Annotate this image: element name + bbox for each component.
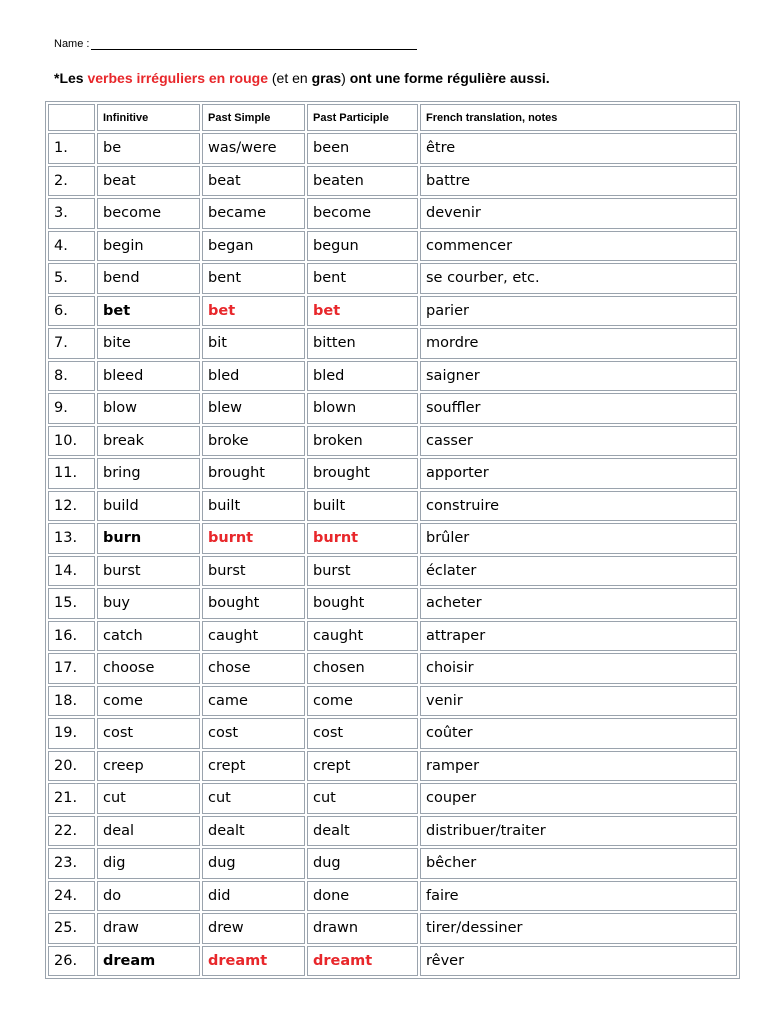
past-simple-cell: crept	[202, 751, 305, 782]
table-row	[48, 816, 737, 847]
french-translation-cell: battre	[420, 166, 737, 197]
table-header-row	[48, 104, 737, 131]
past-participle-cell: caught	[307, 621, 418, 652]
infinitive-cell: dream	[97, 946, 200, 977]
table-row	[48, 491, 737, 522]
table-row	[48, 328, 737, 359]
row-number-cell: 3.	[48, 198, 95, 229]
past-simple-cell: chose	[202, 653, 305, 684]
table-row	[48, 166, 737, 197]
infinitive-cell: creep	[97, 751, 200, 782]
table-row	[48, 426, 737, 457]
past-simple-cell: became	[202, 198, 305, 229]
table-row	[48, 458, 737, 489]
infinitive-cell: burn	[97, 523, 200, 554]
french-translation-cell: coûter	[420, 718, 737, 749]
past-simple-cell: cut	[202, 783, 305, 814]
infinitive-cell: blow	[97, 393, 200, 424]
past-participle-cell: bent	[307, 263, 418, 294]
past-participle-cell: burnt	[307, 523, 418, 554]
row-number-cell: 18.	[48, 686, 95, 717]
past-participle-cell: bet	[307, 296, 418, 327]
past-participle-cell: dealt	[307, 816, 418, 847]
header-infinitive: Infinitive	[97, 104, 200, 131]
row-number-cell: 2.	[48, 166, 95, 197]
table-row	[48, 296, 737, 327]
past-participle-cell: dreamt	[307, 946, 418, 977]
past-simple-cell: did	[202, 881, 305, 912]
french-translation-cell: faire	[420, 881, 737, 912]
infinitive-cell: choose	[97, 653, 200, 684]
past-simple-cell: dug	[202, 848, 305, 879]
past-simple-cell: broke	[202, 426, 305, 457]
french-translation-cell: souffler	[420, 393, 737, 424]
past-simple-cell: bled	[202, 361, 305, 392]
french-translation-cell: venir	[420, 686, 737, 717]
header-french-translation: French translation, notes	[420, 104, 737, 131]
past-simple-cell: bit	[202, 328, 305, 359]
irregular-verbs-table	[45, 101, 740, 979]
row-number-cell: 12.	[48, 491, 95, 522]
table-row	[48, 361, 737, 392]
table-row	[48, 393, 737, 424]
note-bold-word: gras	[311, 70, 342, 86]
french-translation-cell: brûler	[420, 523, 737, 554]
row-number-cell: 14.	[48, 556, 95, 587]
table-row	[48, 231, 737, 262]
past-simple-cell: drew	[202, 913, 305, 944]
table-row	[48, 263, 737, 294]
past-participle-cell: blown	[307, 393, 418, 424]
table-row	[48, 523, 737, 554]
past-simple-cell: bet	[202, 296, 305, 327]
table-row	[48, 653, 737, 684]
past-simple-cell: burst	[202, 556, 305, 587]
past-participle-cell: begun	[307, 231, 418, 262]
name-field	[54, 38, 417, 50]
row-number-cell: 23.	[48, 848, 95, 879]
table-row	[48, 556, 737, 587]
table-row	[48, 198, 737, 229]
french-translation-cell: construire	[420, 491, 737, 522]
infinitive-cell: buy	[97, 588, 200, 619]
infinitive-cell: bite	[97, 328, 200, 359]
row-number-cell: 8.	[48, 361, 95, 392]
infinitive-cell: bleed	[97, 361, 200, 392]
past-participle-cell: burst	[307, 556, 418, 587]
table-row	[48, 881, 737, 912]
past-simple-cell: dreamt	[202, 946, 305, 977]
past-participle-cell: beaten	[307, 166, 418, 197]
infinitive-cell: bet	[97, 296, 200, 327]
row-number-cell: 25.	[48, 913, 95, 944]
french-translation-cell: bêcher	[420, 848, 737, 879]
table-row	[48, 621, 737, 652]
past-simple-cell: burnt	[202, 523, 305, 554]
infinitive-cell: break	[97, 426, 200, 457]
name-label: Name :	[54, 38, 90, 50]
french-translation-cell: parier	[420, 296, 737, 327]
past-simple-cell: caught	[202, 621, 305, 652]
row-number-cell: 5.	[48, 263, 95, 294]
table-row	[48, 848, 737, 879]
row-number-cell: 1.	[48, 133, 95, 164]
row-number-cell: 6.	[48, 296, 95, 327]
infinitive-cell: bring	[97, 458, 200, 489]
infinitive-cell: bend	[97, 263, 200, 294]
french-translation-cell: tirer/dessiner	[420, 913, 737, 944]
french-translation-cell: distribuer/traiter	[420, 816, 737, 847]
table-row	[48, 718, 737, 749]
infinitive-cell: cut	[97, 783, 200, 814]
past-participle-cell: done	[307, 881, 418, 912]
row-number-cell: 26.	[48, 946, 95, 977]
past-participle-cell: bitten	[307, 328, 418, 359]
infinitive-cell: do	[97, 881, 200, 912]
header-past-simple: Past Simple	[202, 104, 305, 131]
french-translation-cell: acheter	[420, 588, 737, 619]
past-simple-cell: cost	[202, 718, 305, 749]
past-participle-cell: come	[307, 686, 418, 717]
row-number-cell: 24.	[48, 881, 95, 912]
row-number-cell: 15.	[48, 588, 95, 619]
table-row	[48, 946, 737, 977]
french-translation-cell: apporter	[420, 458, 737, 489]
past-participle-cell: cost	[307, 718, 418, 749]
infinitive-cell: catch	[97, 621, 200, 652]
header-number	[48, 104, 95, 131]
infinitive-cell: deal	[97, 816, 200, 847]
french-translation-cell: se courber, etc.	[420, 263, 737, 294]
past-participle-cell: cut	[307, 783, 418, 814]
row-number-cell: 9.	[48, 393, 95, 424]
note-rest: ont une forme régulière aussi.	[349, 70, 550, 86]
row-number-cell: 11.	[48, 458, 95, 489]
table-row	[48, 588, 737, 619]
past-simple-cell: blew	[202, 393, 305, 424]
row-number-cell: 21.	[48, 783, 95, 814]
row-number-cell: 10.	[48, 426, 95, 457]
french-translation-cell: choisir	[420, 653, 737, 684]
past-simple-cell: beat	[202, 166, 305, 197]
french-translation-cell: couper	[420, 783, 737, 814]
infinitive-cell: cost	[97, 718, 200, 749]
header-past-participle: Past Participle	[307, 104, 418, 131]
table-row	[48, 913, 737, 944]
past-simple-cell: bent	[202, 263, 305, 294]
row-number-cell: 16.	[48, 621, 95, 652]
infinitive-cell: draw	[97, 913, 200, 944]
infinitive-cell: dig	[97, 848, 200, 879]
row-number-cell: 20.	[48, 751, 95, 782]
past-participle-cell: been	[307, 133, 418, 164]
row-number-cell: 7.	[48, 328, 95, 359]
french-translation-cell: mordre	[420, 328, 737, 359]
row-number-cell: 19.	[48, 718, 95, 749]
infinitive-cell: come	[97, 686, 200, 717]
row-number-cell: 4.	[48, 231, 95, 262]
past-participle-cell: crept	[307, 751, 418, 782]
french-translation-cell: éclater	[420, 556, 737, 587]
note-red-text: verbes irréguliers en rouge	[87, 70, 268, 86]
french-translation-cell: rêver	[420, 946, 737, 977]
past-simple-cell: built	[202, 491, 305, 522]
row-number-cell: 22.	[48, 816, 95, 847]
infinitive-cell: begin	[97, 231, 200, 262]
note-prefix: *Les	[54, 70, 84, 86]
instruction-note	[54, 70, 550, 86]
french-translation-cell: casser	[420, 426, 737, 457]
french-translation-cell: ramper	[420, 751, 737, 782]
infinitive-cell: build	[97, 491, 200, 522]
past-participle-cell: become	[307, 198, 418, 229]
infinitive-cell: become	[97, 198, 200, 229]
french-translation-cell: être	[420, 133, 737, 164]
past-simple-cell: came	[202, 686, 305, 717]
infinitive-cell: be	[97, 133, 200, 164]
french-translation-cell: devenir	[420, 198, 737, 229]
infinitive-cell: beat	[97, 166, 200, 197]
table-row	[48, 133, 737, 164]
past-participle-cell: brought	[307, 458, 418, 489]
past-participle-cell: dug	[307, 848, 418, 879]
past-simple-cell: dealt	[202, 816, 305, 847]
past-participle-cell: bought	[307, 588, 418, 619]
name-blank-line	[91, 39, 417, 50]
past-simple-cell: bought	[202, 588, 305, 619]
past-participle-cell: broken	[307, 426, 418, 457]
past-simple-cell: brought	[202, 458, 305, 489]
french-translation-cell: saigner	[420, 361, 737, 392]
past-simple-cell: was/were	[202, 133, 305, 164]
past-participle-cell: bled	[307, 361, 418, 392]
row-number-cell: 13.	[48, 523, 95, 554]
note-paren-close: )	[341, 70, 346, 86]
row-number-cell: 17.	[48, 653, 95, 684]
french-translation-cell: commencer	[420, 231, 737, 262]
past-participle-cell: drawn	[307, 913, 418, 944]
past-participle-cell: chosen	[307, 653, 418, 684]
past-participle-cell: built	[307, 491, 418, 522]
past-simple-cell: began	[202, 231, 305, 262]
infinitive-cell: burst	[97, 556, 200, 587]
table-row	[48, 686, 737, 717]
french-translation-cell: attraper	[420, 621, 737, 652]
note-paren-open: (et en	[271, 70, 308, 86]
table-row	[48, 751, 737, 782]
table-row	[48, 783, 737, 814]
